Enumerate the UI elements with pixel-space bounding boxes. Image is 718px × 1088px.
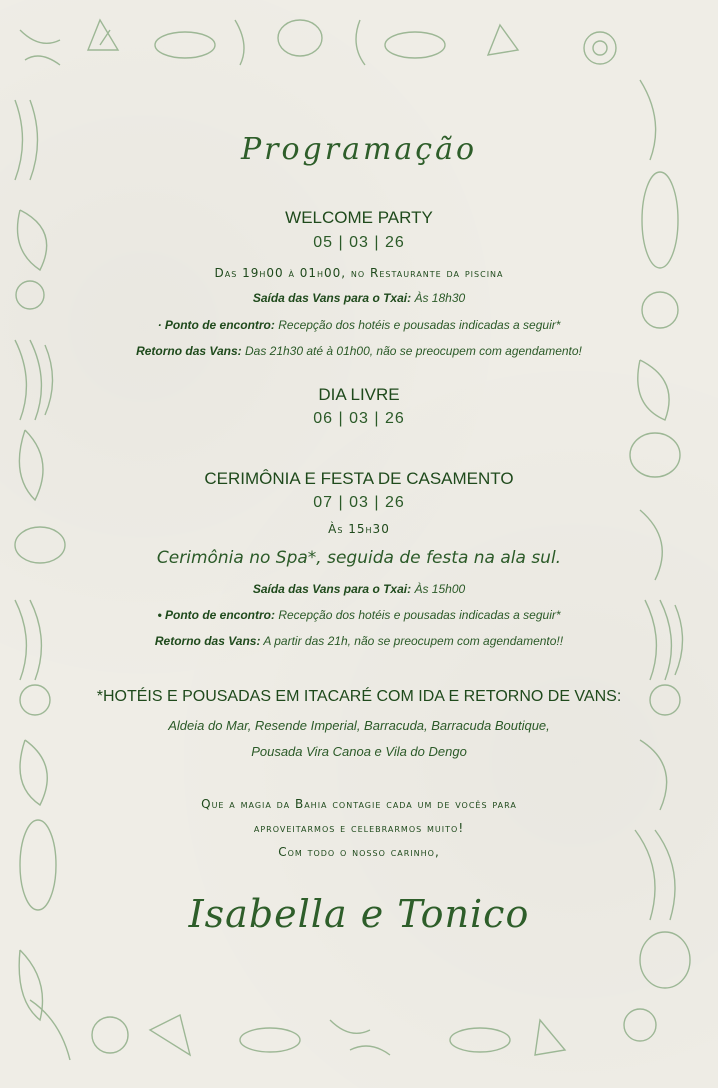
wedding-description: Cerimônia no Spa*, seguida de festa na ala sul. [156, 548, 562, 568]
leaf-icon [20, 30, 60, 65]
passion-fruit-icon [20, 685, 50, 715]
free-day-date: 06 | 03 | 26 [313, 410, 405, 427]
leaf-icon [19, 950, 42, 1020]
pineapple-icon [535, 1020, 565, 1055]
cacao-pod-icon [240, 1028, 300, 1052]
meeting-label: · Ponto de encontro: [157, 318, 275, 332]
cacao-pod-icon [20, 820, 56, 910]
signature: Isabella e Tonico [188, 892, 530, 936]
free-day-heading: DIA LIVRE [318, 385, 400, 404]
welcome-date: 05 | 03 | 26 [313, 234, 405, 251]
hotels-list-line2: Pousada Vira Canoa e Vila do Dengo [251, 744, 467, 759]
coconut-icon [15, 527, 65, 563]
cacao-pod-icon [450, 1028, 510, 1052]
welcome-heading: WELCOME PARTY [285, 208, 433, 227]
welcome-meeting-line [40, 318, 678, 332]
leaf-icon [30, 1000, 70, 1060]
hotels-list-line1: Aldeia do Mar, Resende Imperial, Barracuda, Barracuda Boutique, [168, 718, 550, 733]
vans-label: Saída das Vans para o Txai: [252, 582, 412, 596]
hotels-heading: *HOTÉIS E POUSADAS EM ITACARÉ COM IDA E RETORNO DE VANS: [96, 688, 622, 705]
vans-value: Às 18h30 [411, 291, 466, 305]
pineapple-icon [488, 25, 518, 55]
cacao-pod-icon [385, 32, 445, 58]
coconut-icon [278, 20, 322, 56]
wedding-vans-line [40, 582, 678, 596]
closing-line3: Com todo o nosso carinho, [278, 845, 440, 859]
passion-fruit-icon [624, 1009, 656, 1041]
meeting-value: Recepção dos hotéis e pousadas indicadas a seguir* [274, 318, 561, 332]
pepper-icon [15, 600, 41, 680]
welcome-vans-line [40, 291, 678, 305]
page-title: Programação [240, 132, 478, 167]
closing-line1: Que a magia da Bahia contagie cada um de vocês para [201, 797, 517, 811]
return-value: A partir das 21h, não se preocupem com agendamento!! [260, 634, 564, 648]
welcome-return-line [40, 344, 678, 358]
welcome-time: Das 19h00 à 01h00, no Restaurante da piscina [214, 266, 504, 280]
pineapple-icon [88, 20, 118, 50]
vans-label: Saída das Vans para o Txai: [252, 291, 412, 305]
cacao-pod-icon [155, 32, 215, 58]
leaf-icon [18, 210, 47, 270]
passion-fruit-icon [92, 1017, 128, 1053]
wedding-heading: CERIMÔNIA E FESTA DE CASAMENTO [204, 469, 514, 488]
return-label: Retorno das Vans: [136, 344, 242, 358]
wedding-return-line [40, 634, 678, 648]
leaf-icon [330, 1020, 390, 1055]
leaf-icon [640, 510, 662, 580]
return-value: Das 21h30 até à 01h00, não se preocupem com agendamento! [241, 344, 582, 358]
return-label: Retorno das Vans: [154, 634, 261, 648]
closing-line2: aproveitarmos e celebrarmos muito! [253, 821, 465, 835]
wedding-time: Às 15h30 [328, 522, 390, 536]
coconut-icon [640, 932, 690, 988]
pineapple-icon [150, 1015, 190, 1055]
leaf-icon [19, 430, 43, 500]
meeting-value: Recepção dos hotéis e pousadas indicadas a seguir* [275, 608, 561, 622]
wedding-date: 07 | 03 | 26 [313, 494, 405, 511]
wedding-meeting-line [40, 608, 678, 622]
vans-value: Às 15h00 [411, 582, 466, 596]
meeting-label: • Ponto de encontro: [157, 608, 275, 622]
leaf-icon [20, 740, 47, 805]
passion-fruit-icon [584, 32, 616, 64]
pepper-icon [15, 100, 38, 180]
